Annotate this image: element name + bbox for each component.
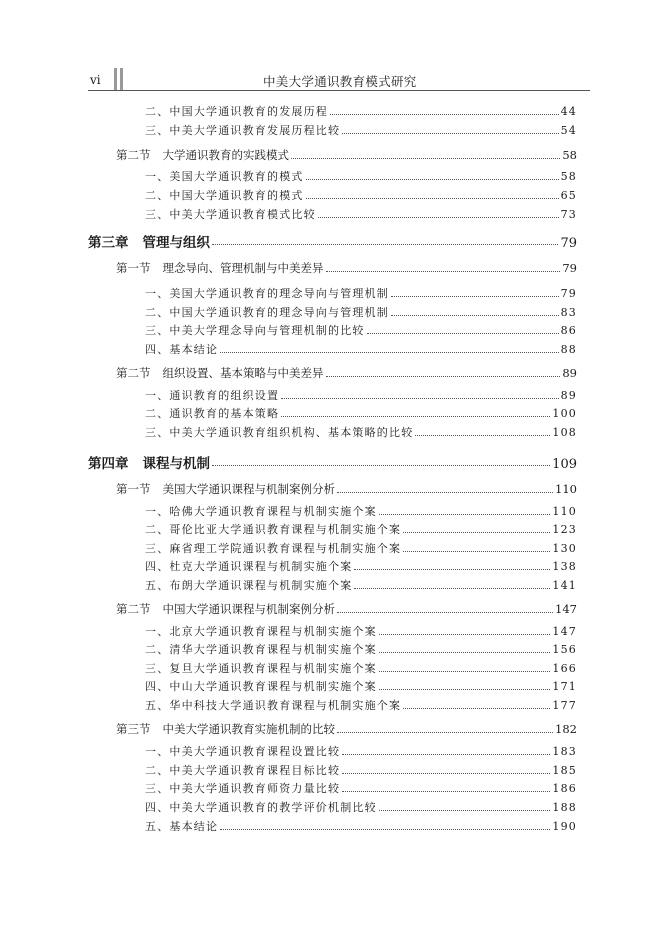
toc-entry-title xyxy=(145,799,377,815)
dot-leader xyxy=(354,588,550,589)
toc-subsection-entry[interactable] xyxy=(145,762,577,778)
toc-entry-label: 二、中美大学通识教育课程目标比较 xyxy=(145,764,341,777)
book-title: 中美大学通识教育模式研究 xyxy=(263,74,417,89)
dot-leader xyxy=(354,569,550,570)
dot-leader xyxy=(403,532,550,533)
toc-entry-label: 四、杜克大学通识课程与机制实施个案 xyxy=(145,560,353,573)
toc-entry-number: 第二节 xyxy=(116,366,151,380)
toc-page-number: 141 xyxy=(552,579,577,592)
toc-subsection-entry[interactable] xyxy=(145,206,577,222)
dot-leader xyxy=(220,352,558,353)
toc-entry-title xyxy=(145,405,279,421)
toc-entry-label: 二、中国大学通识教育的发展历程 xyxy=(145,105,328,118)
toc-page-number: 183 xyxy=(552,745,577,758)
dot-leader xyxy=(326,376,561,377)
toc-subsection-entry[interactable] xyxy=(145,103,577,119)
dot-leader xyxy=(212,244,558,245)
toc-subsection-entry[interactable] xyxy=(145,405,577,421)
toc-section-entry[interactable] xyxy=(116,601,577,617)
running-header xyxy=(88,68,590,92)
toc-entry-title xyxy=(145,285,389,301)
toc-entry-title xyxy=(145,341,218,357)
toc-entry-label: 二、清华大学通识教育课程与机制实施个案 xyxy=(145,643,377,656)
dot-leader xyxy=(379,671,551,672)
toc-subsection-entry[interactable] xyxy=(145,818,577,834)
toc-page-number: 79 xyxy=(560,236,577,251)
toc-entry-label: 一、哈佛大学通识教育课程与机制实施个案 xyxy=(145,505,377,518)
toc-page-number: 89 xyxy=(560,389,577,402)
toc-chapter-entry[interactable] xyxy=(88,452,577,472)
dot-leader xyxy=(281,416,550,417)
toc-entry-title xyxy=(145,780,340,796)
toc-subsection-entry[interactable] xyxy=(145,304,577,320)
toc-entry-label: 三、中美大学通识教育模式比较 xyxy=(145,208,316,221)
toc-entry-label: 五、布朗大学通识课程与机制实施个案 xyxy=(145,579,353,592)
toc-entry-title xyxy=(145,503,377,519)
toc-subsection-entry[interactable] xyxy=(145,387,577,403)
toc-subsection-entry[interactable] xyxy=(145,285,577,301)
toc-subsection-entry[interactable] xyxy=(145,122,577,138)
toc-page-number: 88 xyxy=(560,343,577,356)
toc-entry-label: 组织设置、基本策略与中美差异 xyxy=(162,366,324,380)
toc-entry-label: 中美大学通识教育实施机制的比较 xyxy=(162,722,335,736)
dot-leader xyxy=(330,114,559,115)
dot-leader xyxy=(306,179,559,180)
toc-page-number: 186 xyxy=(552,782,577,795)
toc-subsection-entry[interactable] xyxy=(145,322,577,338)
toc-page-number: 110 xyxy=(555,482,577,496)
dot-leader xyxy=(367,333,559,334)
toc-section-entry[interactable] xyxy=(116,260,577,276)
dot-leader xyxy=(342,791,550,792)
dot-leader xyxy=(337,612,553,613)
toc-subsection-entry[interactable] xyxy=(145,799,577,815)
toc-entry-label: 三、中美大学通识教育组织机构、基本策略的比较 xyxy=(145,426,414,439)
toc-page-number: 171 xyxy=(552,680,577,693)
toc-entry-label: 一、美国大学通识教育的理念导向与管理机制 xyxy=(145,287,389,300)
dot-leader xyxy=(342,754,550,755)
toc-entry-title xyxy=(116,481,335,497)
toc-entry-number: 第一节 xyxy=(116,482,151,496)
toc-page-number: 58 xyxy=(560,170,577,183)
toc-entry-number: 第三章 xyxy=(88,235,129,251)
toc-entry-title xyxy=(145,322,365,338)
toc-page-number: 182 xyxy=(555,722,577,736)
toc-entry-title xyxy=(145,660,377,676)
dot-leader xyxy=(379,810,551,811)
toc-page-number: 166 xyxy=(552,662,577,675)
toc-page-number: 54 xyxy=(560,124,577,137)
dot-leader xyxy=(379,514,551,515)
toc-page-number: 185 xyxy=(552,764,577,777)
toc-entry-label: 四、基本结论 xyxy=(145,343,219,356)
toc-page-number: 123 xyxy=(552,523,577,536)
toc-entry-number: 第二节 xyxy=(116,148,151,162)
toc-entry-title xyxy=(145,521,401,537)
toc-section-entry[interactable] xyxy=(116,147,577,163)
toc-page-number: 100 xyxy=(552,407,577,420)
toc-page-number: 44 xyxy=(560,105,577,118)
toc-entry-label: 三、复旦大学通识教育课程与机制实施个案 xyxy=(145,662,377,675)
toc-entry-title xyxy=(116,260,324,276)
toc-entry-title xyxy=(145,762,340,778)
toc-page-number: 58 xyxy=(562,148,577,162)
toc-entry-number: 第二节 xyxy=(116,602,151,616)
toc-entry-title xyxy=(145,187,304,203)
toc-entry-title xyxy=(116,365,324,381)
dot-leader xyxy=(391,315,559,316)
dot-leader xyxy=(291,158,560,159)
toc-entry-number: 第三节 xyxy=(116,722,151,736)
toc-section-entry[interactable] xyxy=(116,365,577,381)
dot-leader xyxy=(220,829,550,830)
toc-page-number: 130 xyxy=(552,542,577,555)
toc-entry-title xyxy=(116,721,335,737)
toc-entry-title xyxy=(145,623,377,639)
toc-page-number: 83 xyxy=(560,306,577,319)
dot-leader xyxy=(281,398,558,399)
toc-page-number: 138 xyxy=(552,560,577,573)
toc-chapter-entry[interactable] xyxy=(88,231,577,251)
toc-entry-label: 二、中国大学通识教育的模式 xyxy=(145,189,304,202)
toc-page-number: 156 xyxy=(552,643,577,656)
toc-page-number: 190 xyxy=(552,820,577,833)
toc-subsection-entry[interactable] xyxy=(145,660,577,676)
toc-entry-label: 四、中山大学通识教育课程与机制实施个案 xyxy=(145,680,377,693)
toc-entry-label: 管理与组织 xyxy=(142,235,210,251)
toc-section-entry[interactable] xyxy=(116,481,577,497)
toc-entry-title xyxy=(145,206,316,222)
toc-page-number: 147 xyxy=(552,625,577,638)
toc-entry-label: 五、华中科技大学通识教育课程与机制实施个案 xyxy=(145,699,402,712)
dot-leader xyxy=(212,465,550,466)
dot-leader xyxy=(379,652,551,653)
toc-entry-title xyxy=(145,168,304,184)
dot-leader xyxy=(342,133,558,134)
toc-entry-title xyxy=(145,387,279,403)
toc-subsection-entry[interactable] xyxy=(145,678,577,694)
toc-subsection-entry[interactable] xyxy=(145,697,577,713)
toc-page-number: 188 xyxy=(552,801,577,814)
toc-subsection-entry[interactable] xyxy=(145,521,577,537)
toc-subsection-entry[interactable] xyxy=(145,558,577,574)
toc-entry-title xyxy=(145,818,218,834)
toc-entry-title xyxy=(88,452,210,472)
toc-page-number: 109 xyxy=(552,457,577,472)
dot-leader xyxy=(403,708,550,709)
toc-subsection-entry[interactable] xyxy=(145,641,577,657)
toc-subsection-entry[interactable] xyxy=(145,503,577,519)
toc-entry-title xyxy=(145,122,340,138)
dot-leader xyxy=(403,551,550,552)
toc-entry-label: 美国大学通识课程与机制案例分析 xyxy=(162,482,335,496)
dot-leader xyxy=(337,732,553,733)
toc-page-number: 73 xyxy=(560,208,577,221)
dot-leader xyxy=(342,773,550,774)
header-bar-decoration xyxy=(120,68,123,90)
toc-entry-title xyxy=(145,103,328,119)
toc-page-number: 89 xyxy=(562,366,577,380)
toc-entry-label: 一、中美大学通识教育课程设置比较 xyxy=(145,745,341,758)
dot-leader xyxy=(318,217,559,218)
toc-subsection-entry[interactable] xyxy=(145,424,577,440)
toc-subsection-entry[interactable] xyxy=(145,780,577,796)
toc-entry-title xyxy=(116,147,289,163)
dot-leader xyxy=(379,634,551,635)
toc-subsection-entry[interactable] xyxy=(145,168,577,184)
toc-subsection-entry[interactable] xyxy=(145,577,577,593)
dot-leader xyxy=(337,492,553,493)
toc-subsection-entry[interactable] xyxy=(145,540,577,556)
toc-entry-title xyxy=(145,678,377,694)
dot-leader xyxy=(391,296,559,297)
toc-subsection-entry[interactable] xyxy=(145,743,577,759)
toc-entry-title xyxy=(145,424,413,440)
toc-subsection-entry[interactable] xyxy=(145,187,577,203)
toc-entry-title xyxy=(145,577,352,593)
toc-entry-label: 三、中美大学通识教育发展历程比较 xyxy=(145,124,341,137)
toc-page-number: 110 xyxy=(552,505,577,518)
toc-entry-label: 四、中美大学通识教育的教学评价机制比较 xyxy=(145,801,377,814)
toc-entry-title xyxy=(88,231,210,251)
toc-page-number: 79 xyxy=(560,287,577,300)
toc-page-number: 79 xyxy=(562,261,577,275)
dot-leader xyxy=(415,435,550,436)
toc-entry-title xyxy=(116,601,335,617)
toc-page-number: 108 xyxy=(552,426,577,439)
toc-entry-number: 第四章 xyxy=(88,456,129,472)
toc-entry-label: 大学通识教育的实践模式 xyxy=(162,148,289,162)
header-rule xyxy=(88,90,590,91)
toc-entry-label: 三、麻省理工学院通识教育课程与机制实施个案 xyxy=(145,542,402,555)
toc-subsection-entry[interactable] xyxy=(145,341,577,357)
toc-entry-label: 一、北京大学通识教育课程与机制实施个案 xyxy=(145,625,377,638)
toc-section-entry[interactable] xyxy=(116,721,577,737)
toc-entry-title xyxy=(145,743,340,759)
toc-entry-title xyxy=(145,641,377,657)
toc-entry-title xyxy=(145,697,401,713)
toc-entry-label: 三、中美大学通识教育师资力量比较 xyxy=(145,782,341,795)
toc-entry-title xyxy=(145,304,389,320)
page-number: vi xyxy=(90,73,101,87)
toc-entry-label: 课程与机制 xyxy=(142,456,210,472)
toc-entry-number: 第一节 xyxy=(116,261,151,275)
dot-leader xyxy=(306,198,559,199)
toc-entry-label: 二、哥伦比亚大学通识教育课程与机制实施个案 xyxy=(145,523,402,536)
toc-entry-label: 二、中国大学通识教育的理念导向与管理机制 xyxy=(145,306,389,319)
dot-leader xyxy=(326,271,561,272)
toc-page-number: 177 xyxy=(552,699,577,712)
toc-entry-title xyxy=(145,558,352,574)
dot-leader xyxy=(379,689,551,690)
toc-entry-label: 一、美国大学通识教育的模式 xyxy=(145,170,304,183)
toc-entry-label: 五、基本结论 xyxy=(145,820,219,833)
toc-entry-label: 三、中美大学理念导向与管理机制的比较 xyxy=(145,324,365,337)
toc-entry-label: 中国大学通识课程与机制案例分析 xyxy=(162,602,335,616)
toc-entry-title xyxy=(145,540,401,556)
toc-entry-label: 一、通识教育的组织设置 xyxy=(145,389,280,402)
toc-page-number: 86 xyxy=(560,324,577,337)
toc-subsection-entry[interactable] xyxy=(145,623,577,639)
toc-page-number: 147 xyxy=(555,602,577,616)
toc-page-number: 65 xyxy=(560,189,577,202)
header-bar-decoration xyxy=(114,68,117,90)
toc-entry-label: 理念导向、管理机制与中美差异 xyxy=(162,261,324,275)
toc-entry-label: 二、通识教育的基本策略 xyxy=(145,407,280,420)
